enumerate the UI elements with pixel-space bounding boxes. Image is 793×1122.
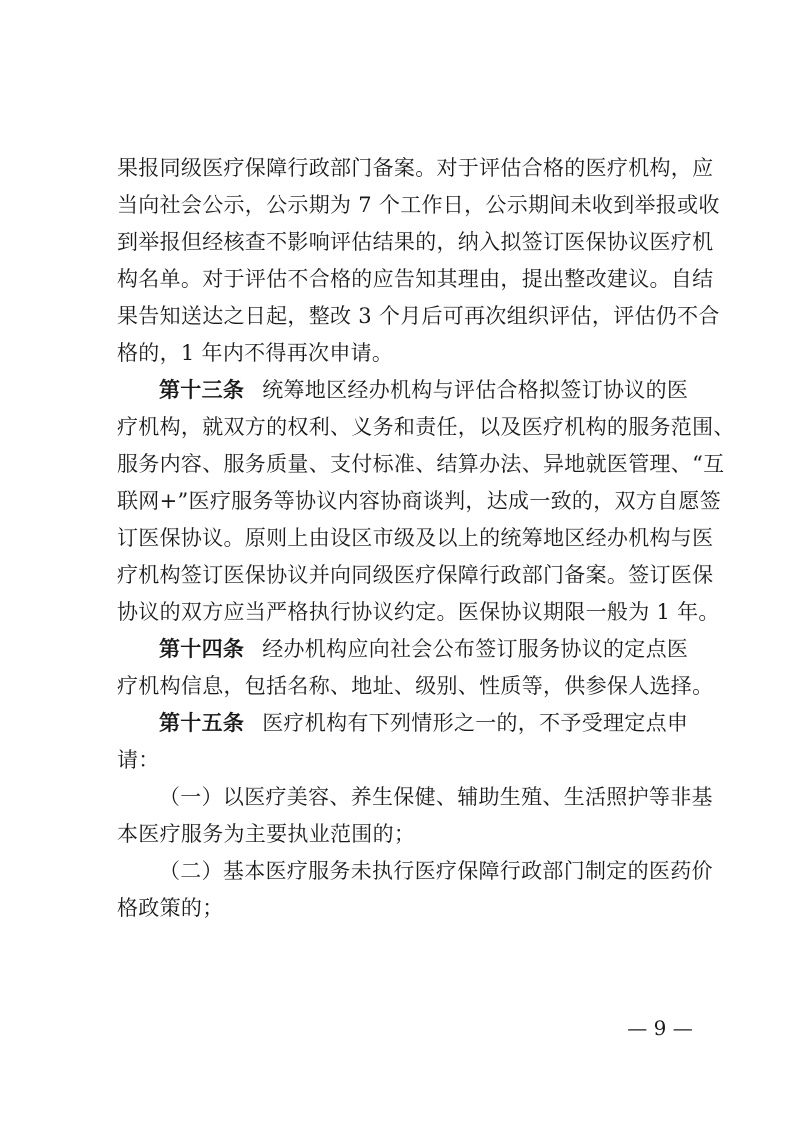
text-line: 果报同级医疗保障行政部门备案。对于评估合格的医疗机构，应 <box>117 156 714 180</box>
item-1-line: 本医疗服务为主要执业范围的； <box>117 822 416 846</box>
article-13-line: 联网+”医疗服务等协议内容协商谈判，达成一致的，双方自愿签 <box>117 489 722 513</box>
article-14-first-text: 经办机构应向社会公布签订服务协议的定点医 <box>262 637 689 661</box>
text-line: 当向社会公示，公示期为 7 个工作日，公示期间未收到举报或收 <box>117 193 720 217</box>
article-13-line: 协议的双方应当严格执行协议约定。医保协议期限一般为 1 年。 <box>117 600 720 624</box>
article-13-line: 服务内容、服务质量、支付标准、结算办法、异地就医管理、“互 <box>117 452 725 476</box>
item-2-line: 格政策的； <box>117 896 224 920</box>
document-body <box>117 150 735 927</box>
article-13-line: 疗机构，就双方的权利、义务和责任，以及医疗机构的服务范围、 <box>117 415 735 439</box>
page-number: — 9 — <box>627 1016 693 1040</box>
text-line: 果告知送达之日起，整改 3 个月后可再次组织评估，评估仍不合 <box>117 304 720 328</box>
article-14-line: 疗机构信息，包括名称、地址、级别、性质等，供参保人选择。 <box>117 674 714 698</box>
text-line: 到举报但经核查不影响评估结果的，纳入拟签订医保协议医疗机 <box>117 230 714 254</box>
item-2-first-line: （二）基本医疗服务未执行医疗保障行政部门制定的医药价 <box>159 859 713 883</box>
article-15-first-text: 医疗机构有下列情形之一的，不予受理定点申 <box>262 711 689 735</box>
article-15-line: 请： <box>117 748 160 772</box>
text-line: 构名单。对于评估不合格的应告知其理由，提出整改建议。自结 <box>117 267 714 291</box>
article-15-label: 第十五条 <box>159 711 245 735</box>
article-14-label: 第十四条 <box>159 637 245 661</box>
article-14-heading-line <box>117 631 689 668</box>
text-line: 格的，1 年内不得再次申请。 <box>117 341 394 365</box>
article-13-heading-line <box>117 372 689 409</box>
article-13-line: 疗机构签订医保协议并向同级医疗保障行政部门备案。签订医保 <box>117 563 714 587</box>
article-15-heading-line <box>117 705 689 742</box>
item-1-first-line: （一）以医疗美容、养生保健、辅助生殖、生活照护等非基 <box>159 785 713 809</box>
article-13-line: 订医保协议。原则上由设区市级及以上的统筹地区经办机构与医 <box>117 526 714 550</box>
article-13-label: 第十三条 <box>159 378 245 402</box>
article-13-first-text: 统筹地区经办机构与评估合格拟签订协议的医 <box>262 378 689 402</box>
